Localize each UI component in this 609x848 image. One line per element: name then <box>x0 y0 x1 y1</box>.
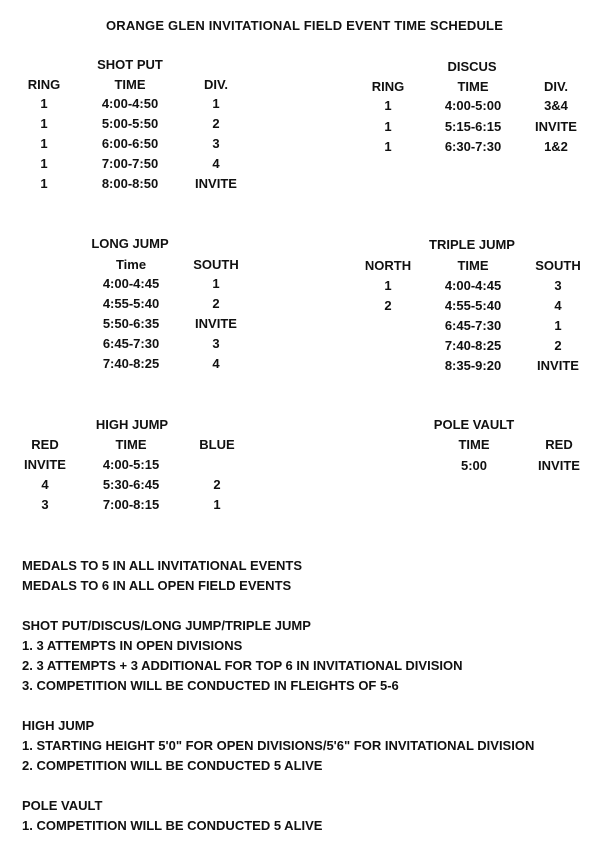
pole-vault-red: INVITE <box>538 458 580 473</box>
high-jump-title: HIGH JUMP <box>95 417 169 432</box>
note-spacer <box>22 696 534 716</box>
note-line: 1. COMPETITION WILL BE CONDUCTED 5 ALIVE <box>22 818 323 833</box>
note-heading: POLE VAULT <box>22 798 103 813</box>
shot-put-time: 5:00-5:50 <box>101 116 159 131</box>
shot-put-time: 8:00-8:50 <box>101 176 159 191</box>
shot-put-ring: 1 <box>40 156 48 171</box>
high-jump-time: 4:00-5:15 <box>102 457 160 472</box>
discus-ring: 1 <box>384 98 392 113</box>
discus-time: 6:30-7:30 <box>444 139 502 154</box>
triple-jump-south: 2 <box>554 338 562 353</box>
triple-jump-time: 4:55-5:40 <box>444 298 502 313</box>
long-jump-south: 2 <box>212 296 220 311</box>
high-jump-red: 3 <box>41 497 49 512</box>
long-jump-south: 4 <box>212 356 220 371</box>
triple-jump-south: INVITE <box>537 358 579 373</box>
triple-jump-time: 4:00-4:45 <box>444 278 502 293</box>
note-line: 3. COMPETITION WILL BE CONDUCTED IN FLEIGHTS OF 5-6 <box>22 678 399 693</box>
long-jump-time: 4:00-4:45 <box>102 276 160 291</box>
high-jump-header-time: TIME <box>115 437 147 452</box>
note-line: 2. COMPETITION WILL BE CONDUCTED 5 ALIVE <box>22 758 323 773</box>
triple-jump-south: 4 <box>554 298 562 313</box>
high-jump-header-red: RED <box>31 437 59 452</box>
discus-title: DISCUS <box>447 59 497 74</box>
triple-jump-header-north: NORTH <box>364 258 412 273</box>
shot-put-ring: 1 <box>40 116 48 131</box>
shot-put-div: INVITE <box>195 176 237 191</box>
discus-time: 5:15-6:15 <box>444 119 502 134</box>
note-line: MEDALS TO 6 IN ALL OPEN FIELD EVENTS <box>22 578 292 593</box>
note-line: 1. 3 ATTEMPTS IN OPEN DIVISIONS <box>22 638 243 653</box>
shot-put-div: 1 <box>212 96 220 111</box>
long-jump-south: INVITE <box>195 316 237 331</box>
long-jump-time: 5:50-6:35 <box>102 316 160 331</box>
high-jump-time: 5:30-6:45 <box>102 477 160 492</box>
discus-div: 1&2 <box>544 139 568 154</box>
triple-jump-time: 6:45-7:30 <box>444 318 502 333</box>
discus-ring: 1 <box>384 119 392 134</box>
note-spacer <box>22 596 534 616</box>
high-jump-blue: 2 <box>213 477 221 492</box>
discus-div: 3&4 <box>544 98 568 113</box>
note-line: 2. 3 ATTEMPTS + 3 ADDITIONAL FOR TOP 6 IN INVITATIONAL DIVISION <box>22 658 463 673</box>
long-jump-south: 3 <box>212 336 220 351</box>
pole-vault-header-time: TIME <box>458 437 490 452</box>
long-jump-time: 6:45-7:30 <box>102 336 160 351</box>
long-jump-time: 4:55-5:40 <box>102 296 160 311</box>
shot-put-ring: 1 <box>40 136 48 151</box>
high-jump-header-blue: BLUE <box>199 437 235 452</box>
note-heading: HIGH JUMP <box>22 718 95 733</box>
triple-jump-south: 3 <box>554 278 562 293</box>
triple-jump-time: 7:40-8:25 <box>444 338 502 353</box>
long-jump-header-time: Time <box>115 257 147 272</box>
note-line: 1. STARTING HEIGHT 5'0" FOR OPEN DIVISIONS/5'6" FOR INVITATIONAL DIVISION <box>22 738 535 753</box>
shot-put-div: 2 <box>212 116 220 131</box>
long-jump-title: LONG JUMP <box>91 236 169 251</box>
long-jump-south: 1 <box>212 276 220 291</box>
discus-header-ring: RING <box>371 79 405 94</box>
high-jump-red: 4 <box>41 477 49 492</box>
discus-header-div: DIV. <box>543 79 569 94</box>
shot-put-ring: 1 <box>40 96 48 111</box>
long-jump-time: 7:40-8:25 <box>102 356 160 371</box>
shot-put-time: 4:00-4:50 <box>101 96 159 111</box>
shot-put-time: 6:00-6:50 <box>101 136 159 151</box>
triple-jump-header-time: TIME <box>457 258 489 273</box>
high-jump-time: 7:00-8:15 <box>102 497 160 512</box>
long-jump-header-south: SOUTH <box>193 257 239 272</box>
triple-jump-north: 2 <box>384 298 392 313</box>
discus-time: 4:00-5:00 <box>444 98 502 113</box>
high-jump-blue: 1 <box>213 497 221 512</box>
triple-jump-north: 1 <box>384 278 392 293</box>
note-heading: SHOT PUT/DISCUS/LONG JUMP/TRIPLE JUMP <box>22 618 311 633</box>
triple-jump-time: 8:35-9:20 <box>444 358 502 373</box>
triple-jump-title: TRIPLE JUMP <box>429 237 515 252</box>
pole-vault-header-red: RED <box>545 437 573 452</box>
pole-vault-title: POLE VAULT <box>433 417 515 432</box>
triple-jump-header-south: SOUTH <box>535 258 581 273</box>
pole-vault-time: 5:00 <box>460 458 488 473</box>
discus-header-time: TIME <box>457 79 489 94</box>
discus-ring: 1 <box>384 139 392 154</box>
shot-put-header-time: TIME <box>114 77 146 92</box>
triple-jump-south: 1 <box>554 318 562 333</box>
notes-section <box>22 556 534 836</box>
shot-put-header-ring: RING <box>27 77 61 92</box>
discus-div: INVITE <box>535 119 577 134</box>
note-spacer <box>22 776 534 796</box>
note-line: MEDALS TO 5 IN ALL INVITATIONAL EVENTS <box>22 558 303 573</box>
shot-put-div: 4 <box>212 156 220 171</box>
high-jump-red: INVITE <box>24 457 66 472</box>
shot-put-header-div: DIV. <box>203 77 229 92</box>
shot-put-title: SHOT PUT <box>97 57 163 72</box>
shot-put-ring: 1 <box>40 176 48 191</box>
shot-put-time: 7:00-7:50 <box>101 156 159 171</box>
shot-put-div: 3 <box>212 136 220 151</box>
page-title: ORANGE GLEN INVITATIONAL FIELD EVENT TIME SCHEDULE <box>105 18 504 33</box>
